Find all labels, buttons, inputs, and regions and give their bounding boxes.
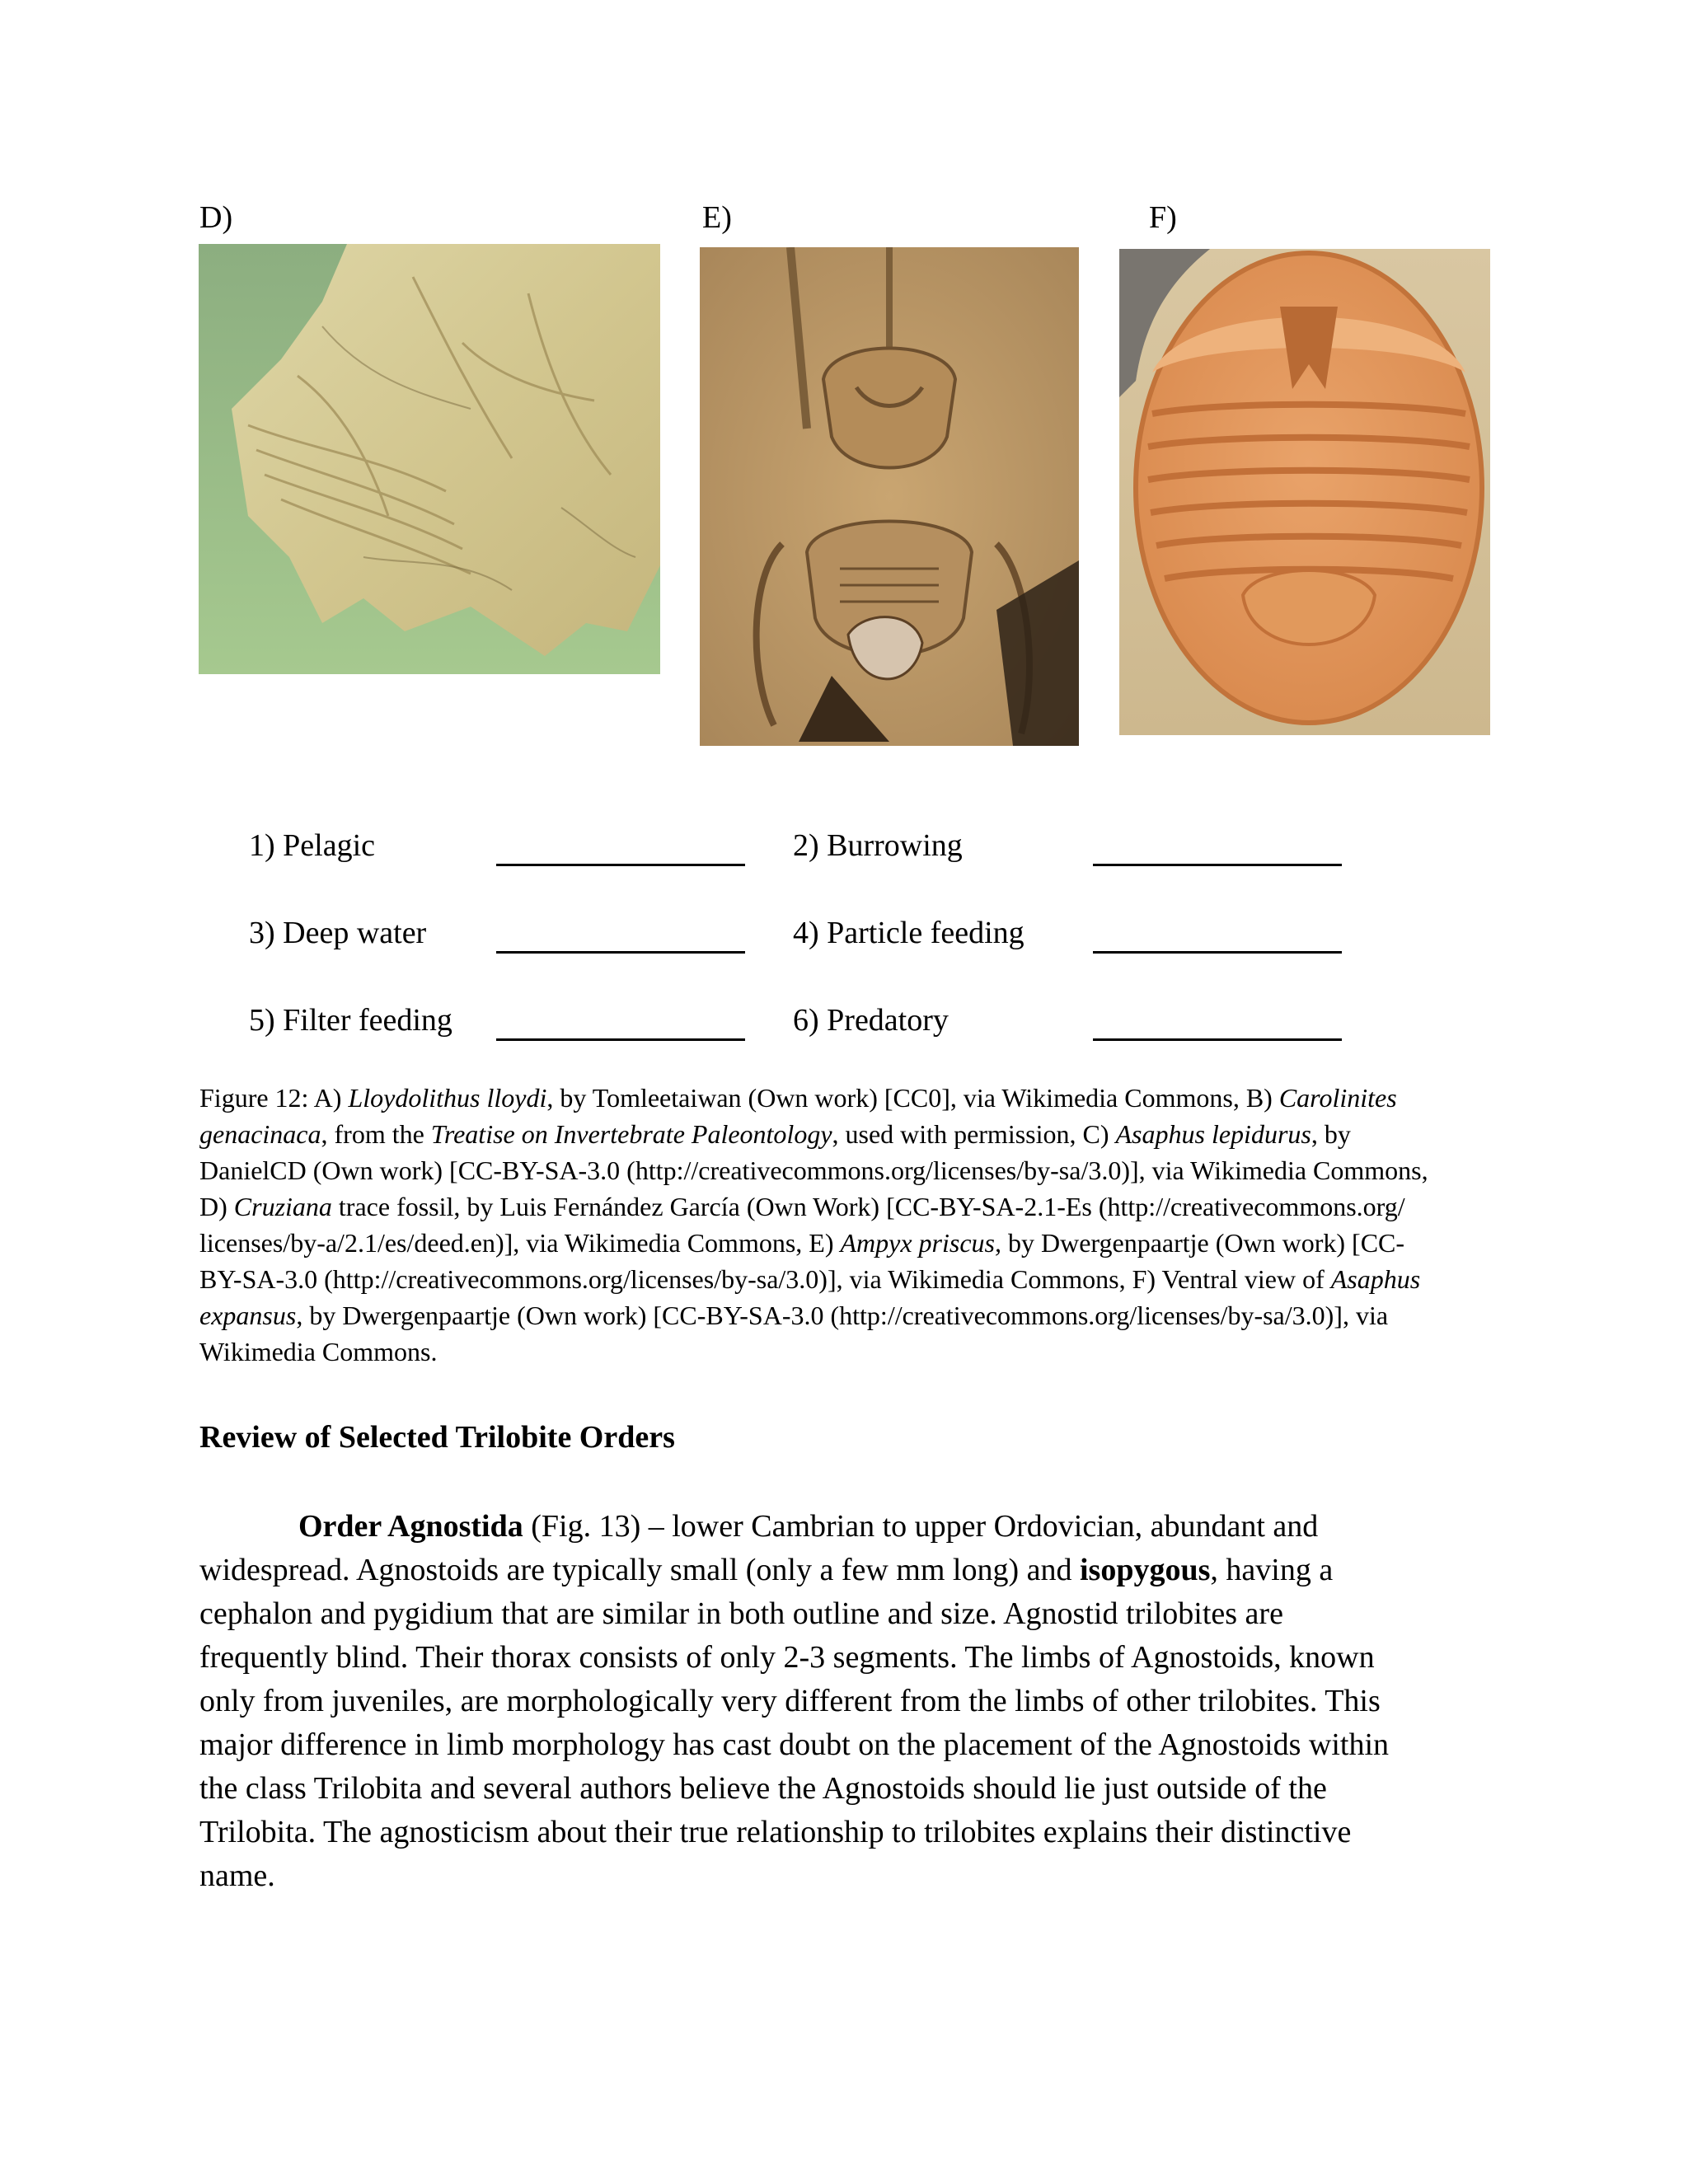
figure-caption	[199, 1080, 1493, 1370]
body-paragraph	[199, 1505, 1502, 1898]
answer-blank[interactable]	[1093, 1038, 1342, 1041]
body-line: the class Trilobita and several authors believe the Agnostoids should lie just outside of the	[199, 1771, 1327, 1806]
body-line: only from juveniles, are morphologically very different from the limbs of other trilobites. This	[199, 1684, 1381, 1718]
answer-blank[interactable]	[496, 1038, 745, 1041]
answer-blank[interactable]	[496, 951, 745, 954]
caption-line: D) Cruziana trace fossil, by Luis Fernández García (Own Work) [CC-BY-SA-2.1-Es (http://creativecommons.org/	[199, 1192, 1405, 1221]
caption-line: expansus, by Dwergenpaartje (Own work) [CC-BY-SA-3.0 (http://creativecommons.org/licenses/by-sa/3.0)], via	[199, 1301, 1389, 1330]
caption-line: Figure 12: A) Lloydolithus lloydi, by Tomleetaiwan (Own work) [CC0], via Wikimedia Commons, B) Carolinites	[199, 1083, 1397, 1113]
match-label: 2) Burrowing	[793, 828, 963, 863]
body-line: widespread. Agnostoids are typically small (only a few mm long) and isopygous, having a	[199, 1553, 1334, 1587]
match-label: 1) Pelagic	[249, 828, 376, 863]
match-label: 5) Filter feeding	[249, 1003, 452, 1038]
asaphus-expansus-ventral-view-photo	[1119, 249, 1490, 735]
body-line: Trilobita. The agnosticism about their true relationship to trilobites explains their distinctive	[199, 1815, 1352, 1849]
caption-line: genacinaca, from the Treatise on Invertebrate Paleontology, used with permission, C) Asaphus lepidurus, by	[199, 1119, 1351, 1149]
body-line: Order Agnostida (Fig. 13) – lower Cambrian to upper Ordovician, abundant and	[298, 1509, 1319, 1544]
term-isopygous: isopygous	[1080, 1553, 1211, 1587]
figure-label-d: D)	[199, 200, 233, 235]
figure-label-f: F)	[1149, 200, 1177, 235]
section-heading: Review of Selected Trilobite Orders	[199, 1420, 675, 1455]
matching-row	[0, 1002, 1688, 1052]
body-line: major difference in limb morphology has cast doubt on the placement of the Agnostoids within	[199, 1727, 1390, 1762]
answer-blank[interactable]	[1093, 951, 1342, 954]
caption-line: licenses/by-a/2.1/es/deed.en)], via Wikimedia Commons, E) Ampyx priscus, by Dwergenpaartje (Own work) [CC-	[199, 1228, 1405, 1258]
body-line: frequently blind. Their thorax consists of only 2-3 segments. The limbs of Agnostoids, known	[199, 1640, 1375, 1675]
match-label: 6) Predatory	[793, 1003, 949, 1038]
order-name: Order Agnostida	[298, 1509, 523, 1544]
match-label: 3) Deep water	[249, 916, 427, 950]
caption-line: Wikimedia Commons.	[199, 1337, 438, 1366]
body-line: name.	[199, 1858, 275, 1893]
body-line: cephalon and pygidium that are similar in both outline and size. Agnostid trilobites are	[199, 1596, 1283, 1631]
caption-line: DanielCD (Own work) [CC-BY-SA-3.0 (http://creativecommons.org/licenses/by-sa/3.0)], via Wikimedia Commons,	[199, 1155, 1428, 1185]
answer-blank[interactable]	[496, 864, 745, 866]
match-label: 4) Particle feeding	[793, 916, 1025, 950]
matching-row	[0, 915, 1688, 964]
cruziana-trace-fossil-photo	[199, 244, 660, 674]
figure-label-e: E)	[702, 200, 732, 235]
caption-line: BY-SA-3.0 (http://creativecommons.org/licenses/by-sa/3.0)], via Wikimedia Commons, F) Ventral view of Asaphus	[199, 1264, 1421, 1294]
matching-row	[0, 827, 1688, 877]
ampyx-priscus-trilobite-photo	[700, 247, 1079, 746]
answer-blank[interactable]	[1093, 864, 1342, 866]
